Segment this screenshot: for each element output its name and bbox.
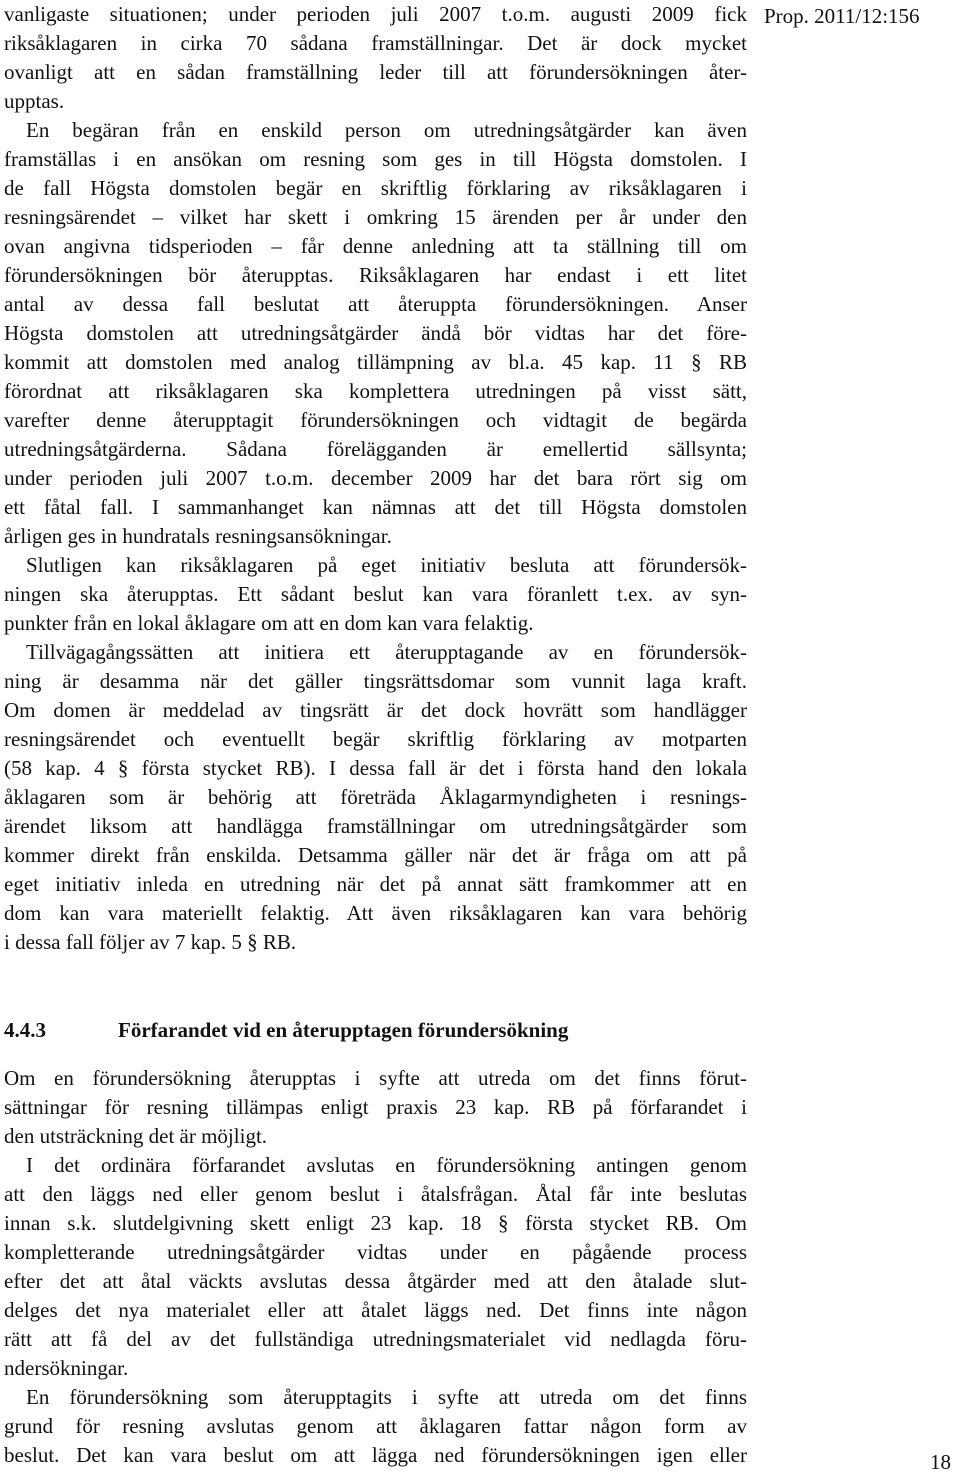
text-line: rätt att få del av det fullständiga utredningsmaterialet vid nedlagda föru- (4, 1327, 747, 1351)
text-line: under perioden juli 2007 t.o.m. december 2009 har det bara rört sig om (4, 466, 747, 490)
text-line: sättningar för resning tillämpas enligt praxis 23 kap. RB på förfarandet i (4, 1095, 747, 1119)
text-line: ovan angivna tidsperioden – får denne anledning att ta ställning till om (4, 234, 747, 258)
text-line: Högsta domstolen att utredningsåtgärder ändå bör vidtas har det före- (4, 321, 747, 345)
text-line: årligen ges in hundratals resningsansökningar. (4, 524, 392, 548)
text-line: Om domen är meddelad av tingsrätt är det dock hovrätt som handlägger (4, 698, 747, 722)
text-line: framställas i en ansökan om resning som ges in till Högsta domstolen. I (4, 147, 747, 171)
text-line: En förundersökning som återupptagits i syfte att utreda om det finns (26, 1385, 747, 1409)
text-line: den utsträckning det är möjligt. (4, 1124, 268, 1148)
text-line: delges det nya materialet eller att åtalet läggs ned. Det finns inte någon (4, 1298, 747, 1322)
text-line: ärendet liksom att handlägga framställningar om utredningsåtgärder som (4, 814, 747, 838)
text-line: ndersökningar. (4, 1356, 129, 1380)
text-line: Slutligen kan riksåklagaren på eget initiativ besluta att förundersök- (26, 553, 747, 577)
text-line: kommer direkt från enskilda. Detsamma gäller när det är fråga om att på (4, 843, 747, 867)
text-line: ning är desamma när det gäller tingsrättsdomar som vunnit laga kraft. (4, 669, 747, 693)
text-line: utredningsåtgärderna. Sådana förelägganden är emellertid sällsynta; (4, 437, 747, 461)
page-number: 18 (930, 1450, 951, 1474)
text-line: resningsärendet och eventuellt begär skriftlig förklaring av motparten (4, 727, 747, 751)
text-line: åklagaren som är behörig att företräda Åklagarmyndigheten i resnings- (4, 785, 747, 809)
text-line: ett fåtal fall. I sammanhanget kan nämnas att det till Högsta domstolen (4, 495, 747, 519)
text-line: dom kan vara materiellt felaktig. Att även riksåklagaren kan vara behörig (4, 901, 747, 925)
text-line: Tillvägagångssätten att initiera ett återupptagande av en förundersök- (26, 640, 747, 664)
section-title: Förfarandet vid en återupptagen förundersökning (118, 1018, 569, 1042)
text-line: resningsärendet – vilket har skett i omkring 15 ärenden per år under den (4, 205, 747, 229)
section-number: 4.4.3 (4, 1018, 46, 1042)
text-line: I det ordinära förfarandet avslutas en förundersökning antingen genom (26, 1153, 747, 1177)
text-line: upptas. (4, 89, 65, 113)
section-heading (4, 1018, 568, 1043)
text-line: punkter från en lokal åklagare om att en dom kan vara felaktig. (4, 611, 534, 635)
text-line: att den läggs ned eller genom beslut i åtalsfrågan. Åtal får inte beslutas (4, 1182, 747, 1206)
text-line: eget initiativ inleda en utredning när det på annat sätt framkommer att en (4, 872, 747, 896)
text-line: (58 kap. 4 § första stycket RB). I dessa fall är det i första hand den lokala (4, 756, 747, 780)
text-line: antal av dessa fall beslutat att återuppta förundersökningen. Anser (4, 292, 747, 316)
text-line: Om en förundersökning återupptas i syfte att utreda om det finns förut- (4, 1066, 747, 1090)
text-line: förundersökningen bör återupptas. Riksåklagaren har endast i ett litet (4, 263, 747, 287)
text-line: varefter denne återupptagit förundersökningen och vidtagit de begärda (4, 408, 747, 432)
text-line: vanligaste situationen; under perioden juli 2007 t.o.m. augusti 2009 fick (4, 2, 747, 26)
text-line: riksåklagaren in cirka 70 sådana framställningar. Det är dock mycket (4, 31, 747, 55)
text-line: innan s.k. slutdelgivning skett enligt 23 kap. 18 § första stycket RB. Om (4, 1211, 747, 1235)
text-line: En begäran från en enskild person om utredningsåtgärder kan även (26, 118, 747, 142)
text-line: förordnat att riksåklagaren ska komplettera utredningen på visst sätt, (4, 379, 747, 403)
text-line: efter det att åtal väckts avslutas dessa åtgärder med att den åtalade slut- (4, 1269, 747, 1293)
text-line: ningen ska återupptas. Ett sådant beslut kan vara föranlett t.ex. av syn- (4, 582, 747, 606)
text-line: ovanligt att en sådan framställning leder till att förundersökningen åter- (4, 60, 747, 84)
text-line: kommit att domstolen med analog tillämpning av bl.a. 45 kap. 11 § RB (4, 350, 747, 374)
text-line: kompletterande utredningsåtgärder vidtas under en pågående process (4, 1240, 747, 1264)
text-line: grund för resning avslutas genom att åklagaren fattar någon form av (4, 1414, 747, 1438)
text-line: de fall Högsta domstolen begär en skriftlig förklaring av riksåklagaren i (4, 176, 747, 200)
text-line: i dessa fall följer av 7 kap. 5 § RB. (4, 930, 297, 954)
proposition-number: Prop. 2011/12:156 (764, 4, 920, 28)
text-line: beslut. Det kan vara beslut om att lägga ned förundersökningen igen eller (4, 1443, 747, 1467)
